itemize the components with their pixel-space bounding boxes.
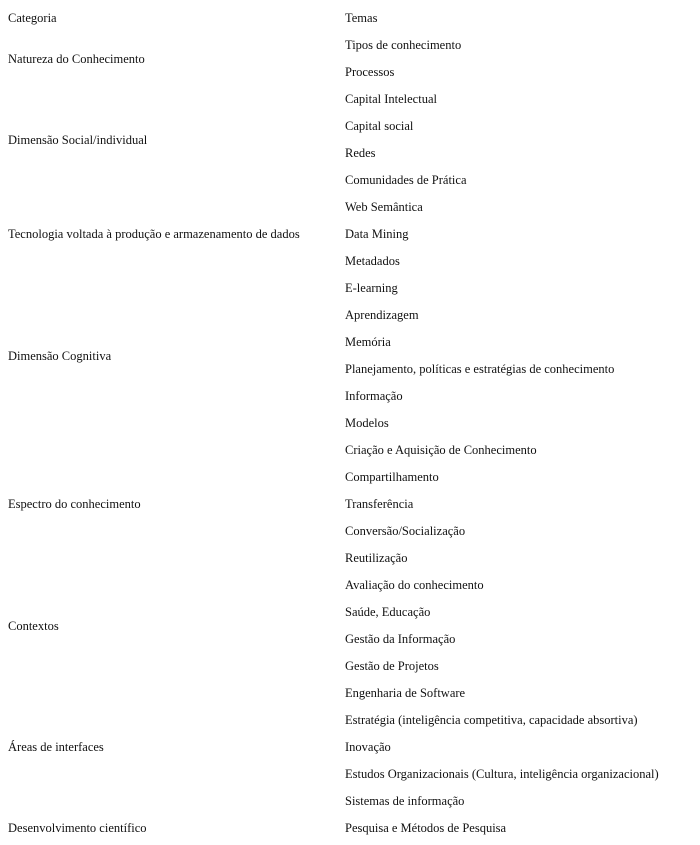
categoria-cell: Tecnologia voltada à produção e armazenamento de dados — [8, 227, 300, 241]
tema-cell: Criação e Aquisição de Conhecimento — [345, 443, 537, 457]
header-temas: Temas — [345, 11, 378, 25]
categoria-cell: Desenvolvimento científico — [8, 821, 147, 835]
tema-cell: Metadados — [345, 254, 400, 268]
tema-cell: Transferência — [345, 497, 414, 511]
tema-cell: Saúde, Educação — [345, 605, 431, 619]
tema-cell: Conversão/Socialização — [345, 524, 466, 538]
tema-cell: Inovação — [345, 740, 391, 754]
tema-cell: Modelos — [345, 416, 389, 430]
tema-cell: Estratégia (inteligência competitiva, capacidade absortiva) — [345, 713, 638, 727]
tema-cell: Memória — [345, 335, 391, 349]
tema-cell: Pesquisa e Métodos de Pesquisa — [345, 821, 507, 835]
tema-cell: Comunidades de Prática — [345, 173, 467, 187]
tema-cell: Redes — [345, 146, 376, 160]
categoria-cell: Áreas de interfaces — [8, 740, 104, 754]
tema-cell: Gestão da Informação — [345, 632, 456, 646]
tema-cell: Reutilização — [345, 551, 408, 565]
tema-cell: Capital social — [345, 119, 414, 133]
tema-cell: Web Semântica — [345, 200, 423, 214]
tema-cell: Estudos Organizacionais (Cultura, inteligência organizacional) — [345, 767, 659, 781]
tema-cell: Informação — [345, 389, 403, 403]
categoria-cell: Dimensão Cognitiva — [8, 348, 112, 363]
categoria-cell: Espectro do conhecimento — [8, 497, 141, 511]
tema-cell: E-learning — [345, 281, 398, 295]
tema-cell: Sistemas de informação — [345, 794, 465, 808]
categoria-cell: Dimensão Social/individual — [8, 132, 148, 147]
tema-cell: Planejamento, políticas e estratégias de conhecimento — [345, 362, 615, 376]
tema-cell: Capital Intelectual — [345, 92, 437, 106]
categoria-cell: Natureza do Conhecimento — [8, 51, 145, 66]
tema-cell: Data Mining — [345, 227, 409, 241]
tema-cell: Engenharia de Software — [345, 686, 466, 700]
tema-cell: Tipos de conhecimento — [345, 38, 462, 52]
tema-cell: Avaliação do conhecimento — [345, 578, 484, 592]
tema-cell: Compartilhamento — [345, 470, 439, 484]
table-header — [8, 5, 698, 32]
header-categoria: Categoria — [8, 11, 57, 25]
tema-cell: Processos — [345, 65, 395, 79]
tema-cell: Aprendizagem — [345, 308, 419, 322]
tema-cell: Gestão de Projetos — [345, 659, 439, 673]
categoria-cell: Contextos — [8, 618, 59, 633]
